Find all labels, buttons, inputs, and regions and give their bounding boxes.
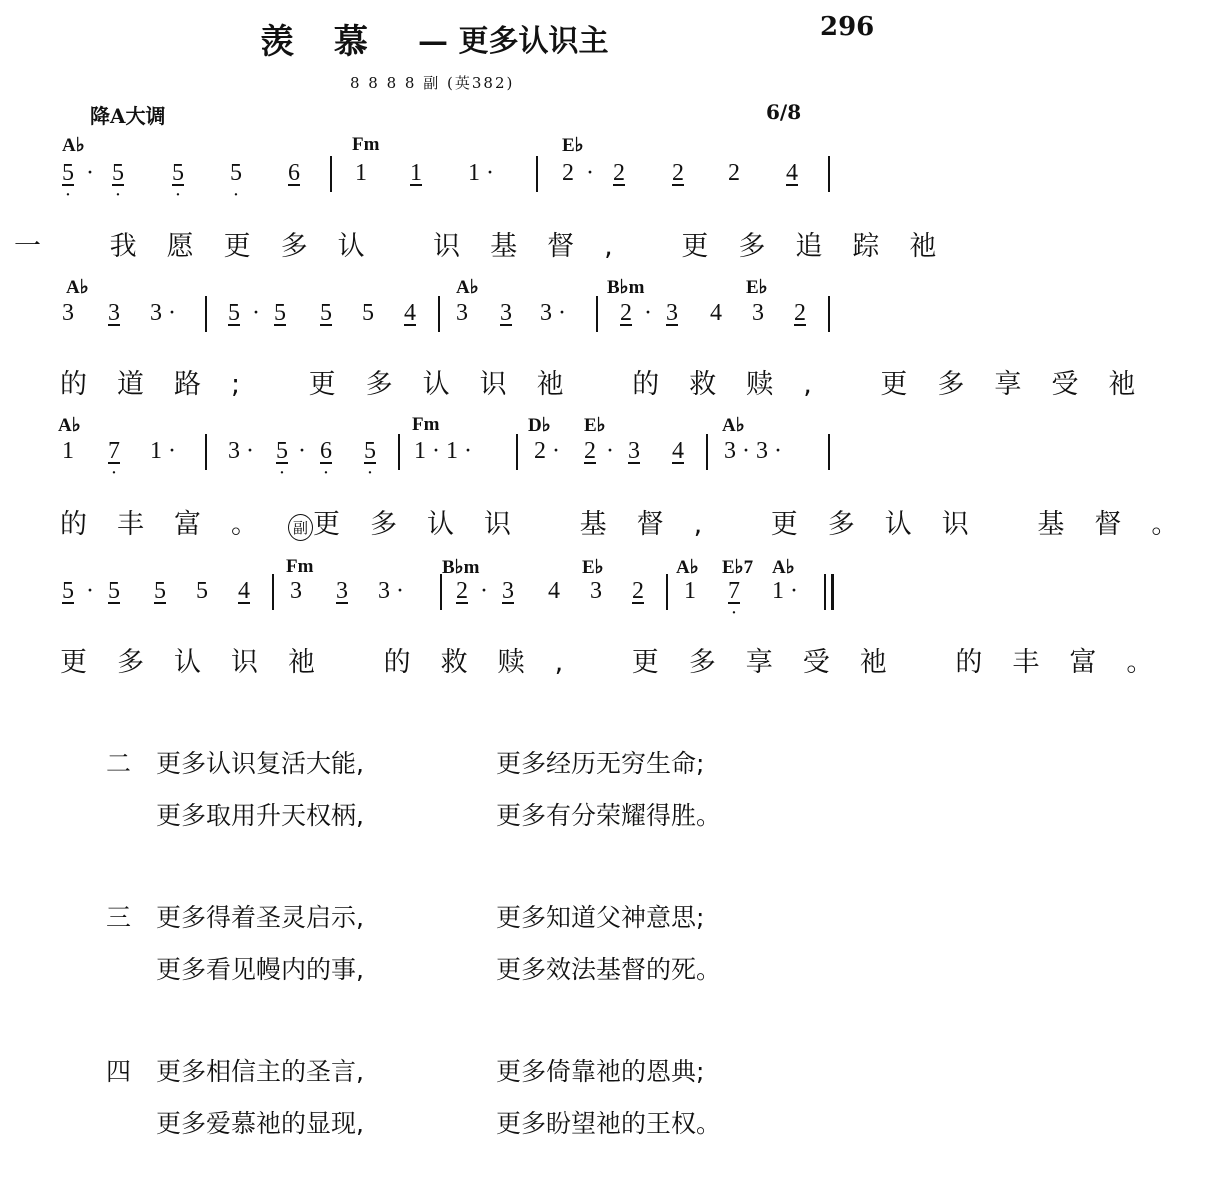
chord: A♭ [676,557,699,578]
lyric-line-2: 的道路; 更多认识祂 的救赎, 更多享受祂 [60,369,1166,400]
verse-number: 二 [106,749,132,778]
meter: 8 8 8 8 副 (英382) [350,74,515,92]
key-signature: 降A大调 [90,104,166,128]
chord: A♭ [66,277,89,298]
hymn-subtitle: — 更多认识主 [418,24,609,59]
chord: A♭ [456,277,479,298]
verse-line: 更多认识复活大能, [156,749,364,778]
chord: Fm [352,134,380,155]
verse-line: 更多爱慕祂的显现, [156,1109,364,1138]
chord: D♭ [528,415,551,436]
lyric-line-3-b: 更多认识 基督, 更多认识 基督。 [313,509,1208,540]
verse-number: 三 [106,903,132,932]
chord: B♭m [442,557,480,578]
refrain-marker: 副 [288,514,313,541]
chord: E♭ [562,135,584,156]
chord: A♭ [62,135,85,156]
verse-line: 更多知道父神意思; [496,903,705,932]
lyric-line-4: 更多认识祂 的救赎, 更多享受祂 的丰富。 [60,647,1184,678]
verse-line: 更多效法基督的死。 [496,955,722,984]
verse-line: 更多经历无穷生命; [496,749,705,778]
verse-line: 更多有分荣耀得胜。 [496,801,722,830]
verse-line: 更多取用升天权柄, [156,801,364,830]
verse-line: 更多相信主的圣言, [156,1057,364,1086]
verse-line: 更多倚靠祂的恩典; [496,1057,705,1086]
hymn-title: 羡 慕 [260,22,382,62]
chord: A♭ [58,415,81,436]
verse-line: 更多得着圣灵启示, [156,903,364,932]
lyric-line-3 [60,502,1208,541]
lyric-line-1: 一 我愿更多认 识基督, 更多追踪祂 [14,231,967,262]
chord: Fm [412,414,440,435]
hymn-number: 296 [820,12,875,42]
chord: A♭ [722,415,745,436]
chord: E♭7 [722,557,754,578]
chord: E♭ [582,557,604,578]
chord: A♭ [772,557,795,578]
verse-line: 更多看见幔内的事, [156,955,364,984]
chord: E♭ [584,415,606,436]
chord: Fm [286,556,314,577]
verse-line: 更多盼望祂的王权。 [496,1109,722,1138]
time-signature: 6/8 [766,100,802,124]
chord: B♭m [607,277,645,298]
lyric-line-3-a: 的丰富。 [60,509,288,540]
chord: E♭ [746,277,768,298]
verse-number: 四 [106,1057,132,1086]
